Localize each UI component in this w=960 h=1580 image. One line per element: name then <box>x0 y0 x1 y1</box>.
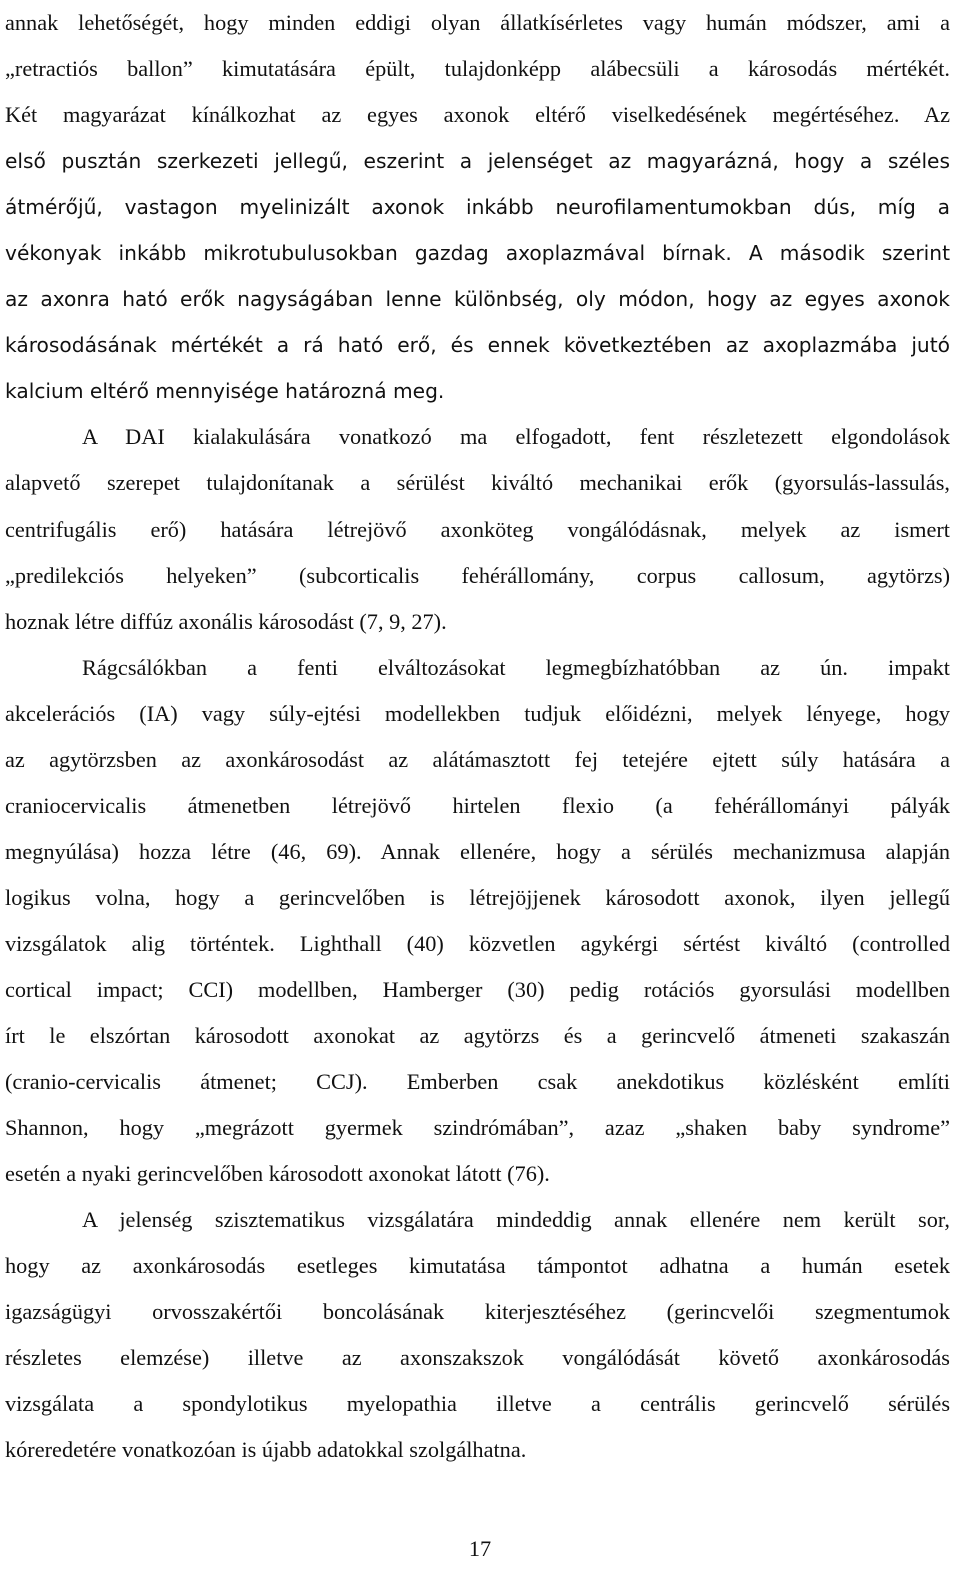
text-line: első pusztán szerkezeti jellegű, eszerint a jelenséget az magyarázná, hogy a széles <box>5 149 950 174</box>
text-line: az agytörzsben az axonkárosodást az alátámasztott fej tetejére ejtett súly hatására a <box>5 746 950 772</box>
text-line: Rágcsálókban a fenti elváltozásokat legmegbízhatóbban az ún. impakt <box>82 654 950 680</box>
text-line: craniocervicalis átmenetben létrejövő hirtelen flexio (a fehérállományi pályák <box>5 792 950 818</box>
text-line: károsodásának mértékét a rá ható erő, és ennek következtében az axoplazmába jutó <box>5 333 950 358</box>
text-line: hoznak létre diffúz axonális károsodást (7, 9, 27). <box>5 608 447 634</box>
text-line: logikus volna, hogy a gerincvelőben is létrejöjjenek károsodott axonok, ilyen jellegű <box>5 884 950 910</box>
text-line: centrifugális erő) hatására létrejövő axonköteg vongálódásnak, melyek az ismert <box>5 516 950 542</box>
text-line: Két magyarázat kínálkozhat az egyes axonok eltérő viselkedésének megértéséhez. Az <box>5 102 950 128</box>
text-line: A DAI kialakulására vonatkozó ma elfogadott, fent részletezett elgondolások <box>82 424 950 450</box>
text-line: átmérőjű, vastagon myelinizált axonok inkább neurofilamentumokban dús, míg a <box>5 195 950 220</box>
text-line: (cranio-cervicalis átmenet; CCJ). Emberben csak anekdotikus közlésként említi <box>5 1069 950 1095</box>
text-line: az axonra ható erők nagyságában lenne különbség, oly módon, hogy az egyes axonok <box>5 287 950 312</box>
text-line: vizsgálata a spondylotikus myelopathia illetve a centrális gerincvelő sérülés <box>5 1391 950 1417</box>
text-line: akcelerációs (IA) vagy súly-ejtési modellekben tudjuk előidézni, melyek lényege, hogy <box>5 700 950 726</box>
text-line: cortical impact; CCI) modellben, Hamberger (30) pedig rotációs gyorsulási modellben <box>5 976 950 1002</box>
paragraph-3 <box>5 645 950 1198</box>
text-line: A jelenség szisztematikus vizsgálatára mindeddig annak ellenére nem került sor, <box>82 1207 950 1233</box>
text-line: kóreredetére vonatkozóan is újabb adatokkal szolgálhatna. <box>5 1437 527 1463</box>
paragraph-1 <box>5 0 950 414</box>
text-line: Shannon, hogy „megrázott gyermek szindrómában”, azaz „shaken baby syndrome” <box>5 1115 950 1141</box>
text-line: kalcium eltérő mennyisége határozná meg. <box>5 379 445 404</box>
text-line: igazságügyi orvosszakértői boncolásának kiterjesztéséhez (gerincvelői szegmentumok <box>5 1299 950 1325</box>
text-line: megnyúlása) hozza létre (46, 69). Annak ellenére, hogy a sérülés mechanizmusa alapján <box>5 838 950 864</box>
text-line: annak lehetőségét, hogy minden eddigi olyan állatkísérletes vagy humán módszer, ami a <box>5 10 950 35</box>
text-line: vékonyak inkább mikrotubulusokban gazdag axoplazmával bírnak. A második szerint <box>5 241 950 266</box>
paragraph-2 <box>5 414 950 644</box>
text-line: írt le elszórtan károsodott axonokat az agytörzs és a gerincvelő átmeneti szakaszán <box>5 1023 950 1049</box>
paragraph-4 <box>5 1197 950 1473</box>
document-page <box>5 0 950 1580</box>
text-line: vizsgálatok alig történtek. Lighthall (40) közvetlen agykérgi sértést kiváltó (controlled <box>5 930 950 956</box>
text-line: „predilekciós helyeken” (subcorticalis fehérállomány, corpus callosum, agytörzs) <box>5 562 950 588</box>
text-line: esetén a nyaki gerincvelőben károsodott axonokat látott (76). <box>5 1161 550 1187</box>
text-line: „retractiós ballon” kimutatására épült, tulajdonképp alábecsüli a károsodás mértékét. <box>5 56 950 82</box>
page-number: 17 <box>468 1536 492 1561</box>
text-line: hogy az axonkárosodás esetleges kimutatása támpontot adhatna a humán esetek <box>5 1253 950 1279</box>
text-line: részletes elemzése) illetve az axonszakszok vongálódását követő axonkárosodás <box>5 1345 950 1371</box>
text-line: alapvető szerepet tulajdonítanak a sérülést kiváltó mechanikai erők (gyorsulás-lassulás, <box>5 470 950 496</box>
